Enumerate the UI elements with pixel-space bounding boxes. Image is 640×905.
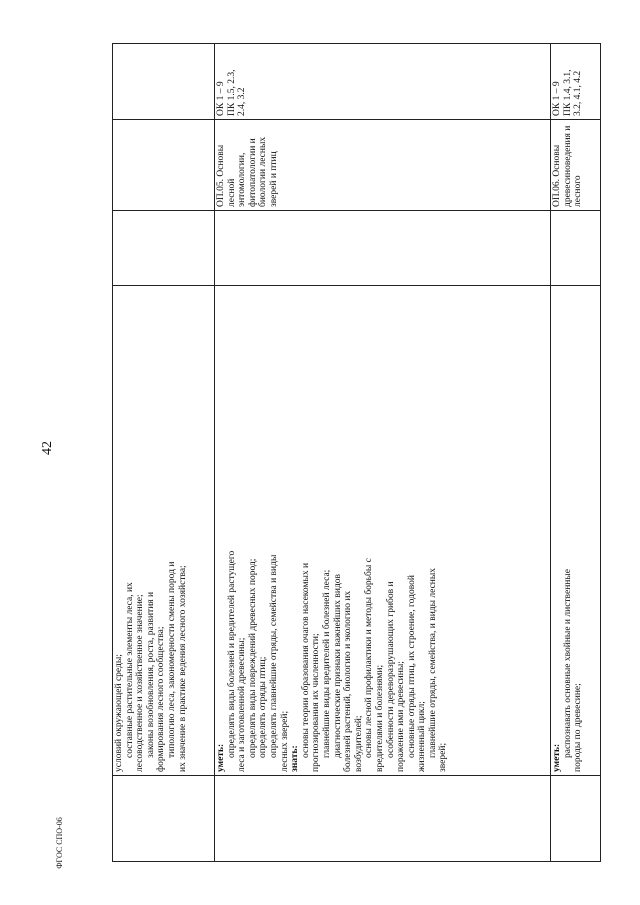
table-cell-competencies (113, 44, 215, 120)
text-line: распознавать основные хвойные и лиственные (562, 569, 573, 758)
text-line: болезней растений, биологию и экологию их (343, 590, 354, 772)
table-row (215, 44, 551, 862)
table-cell-index (113, 776, 215, 862)
table-cell-content (215, 286, 551, 776)
table-cell-index (551, 776, 601, 862)
text-line: главнейшие виды вредителей и болезней леса; (321, 569, 332, 758)
text-line: леса и заготовленной древесины; (237, 637, 248, 772)
competency-codes: ОК 1 – 9 ПК 1.5, 2.3, 2.4, 3.2 (215, 44, 551, 120)
text-line: формирования лесного сообщества; (156, 626, 167, 772)
discipline-name: ОП.06. Основы древесиноведения и лесного (551, 120, 601, 211)
text-line: вредителями и болезнями; (374, 664, 385, 772)
table-row (551, 44, 601, 862)
skills-heading: уметь: (216, 743, 226, 772)
text-line: лесоводственное и хозяйственное значение; (135, 594, 146, 772)
text-line: законы возобновления, роста, развития и (145, 591, 156, 758)
text-line: диагностические признаки важнейших видов (332, 573, 343, 758)
text-line: определять виды повреждений древесных пород; (247, 558, 258, 758)
text-line: зверей; (438, 742, 449, 772)
knowledge-heading: знать: (290, 745, 301, 772)
table-cell-content (113, 286, 215, 776)
text-line: лесных зверей; (279, 710, 290, 772)
competency-codes: ОК 1 – 9 ПК 1.4, 3.1, 3.2, 4.1, 4.2 (551, 44, 601, 120)
table-cell-discipline (113, 120, 215, 211)
curriculum-table (112, 43, 601, 862)
table-cell-content (551, 286, 601, 776)
footer-label: ФГОС СПО-06 (55, 817, 64, 869)
discipline-name: ОП.05. Основы лесной энтомологии, фитопатологии и биологии лесных зверей и птиц (215, 120, 551, 211)
text-line: их значение в практике ведения лесного хозяйства; (177, 565, 188, 772)
text-line: прогнозирования их численности; (311, 633, 322, 772)
text-line: типологию леса, закономерности смены пород и (166, 561, 177, 758)
text-line: основы теории образования очагов насекомых и (300, 562, 311, 758)
table-cell-hours (215, 211, 551, 286)
text-line: жизненный цикл; (417, 701, 428, 772)
text-line: составные растительные элементы леса, их (124, 582, 135, 758)
text-line: поражение ими древесины; (396, 661, 407, 772)
table-row (113, 44, 215, 862)
skills-heading: уметь: (552, 743, 562, 772)
text-line: возбудителей; (353, 715, 364, 772)
text-line: определять виды болезней и вредителей растущего (226, 550, 237, 758)
table-cell-hours (113, 211, 215, 286)
text-line: основы лесной профилактики и методы борьбы с (364, 558, 375, 758)
table-cell-hours (551, 211, 601, 286)
page-number: 42 (40, 441, 55, 455)
text-line: породы по древесине; (573, 683, 584, 772)
text-line: основные отряды птиц, их строение, годовой (406, 575, 417, 758)
text-line: условий окружающей среды; (114, 654, 124, 772)
text-line: определять отряды птиц; (258, 656, 269, 758)
table-cell-index (215, 776, 551, 862)
text-line: определять главнейшие отряды, семейства и виды (268, 554, 279, 758)
text-line: главнейшие отряды, семейства, и виды лесных (427, 567, 438, 758)
text-line: особенности дереворазрушающих грибов и (385, 581, 396, 758)
rotated-table-page (112, 44, 600, 862)
